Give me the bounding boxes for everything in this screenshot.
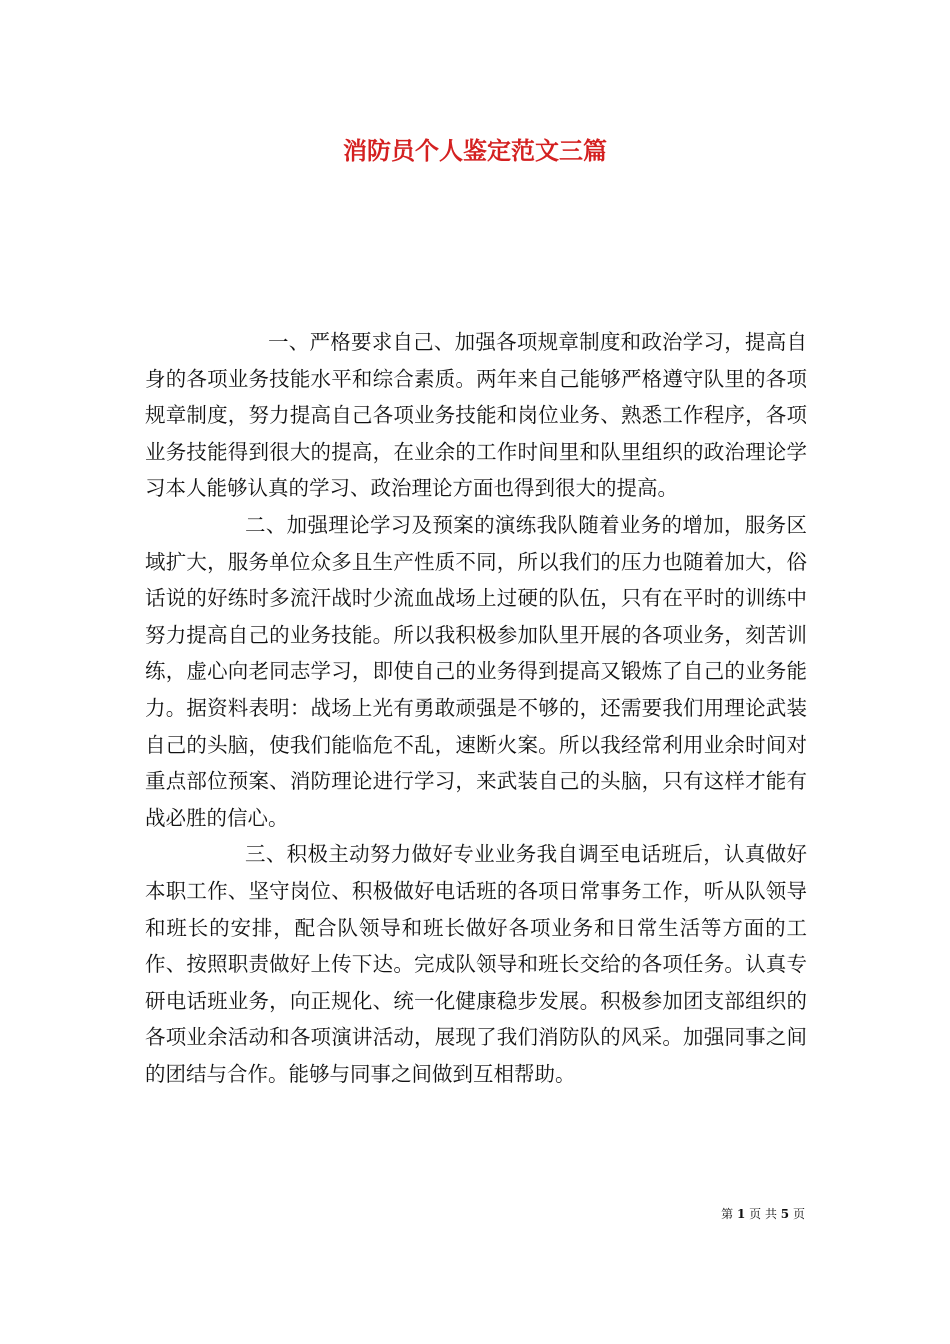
paragraph-1: 一、严格要求自己、加强各项规章制度和政治学习，提高自身的各项业务技能水平和综合素质。两年来自己能够严格遵守队里的各项规章制度，努力提高自己各项业务技能和岗位业务、熟悉工作程序，各项业务技能得到很大的提高，在业余的工作时间里和队里组织的政治理论学习本人能够认真的学习、政治理论方面也得到很大的提高。 <box>145 330 807 501</box>
document-title: 消防员个人鉴定范文三篇 <box>343 136 607 165</box>
footer-suffix: 页 <box>792 1207 805 1221</box>
footer-prefix: 第 <box>721 1207 734 1221</box>
document-body <box>145 324 807 1092</box>
page-number-footer <box>721 1206 805 1222</box>
total-pages-number: 5 <box>780 1207 790 1221</box>
footer-middle: 页 共 <box>749 1207 777 1221</box>
current-page-number: 1 <box>736 1207 746 1221</box>
paragraph-2: 二、加强理论学习及预案的演练我队随着业务的增加，服务区域扩大，服务单位众多且生产性质不同，所以我们的压力也随着加大，俗话说的好练时多流汗战时少流血战场上过硬的队伍，只有在平时的训练中努力提高自己的业务技能。所以我积极参加队里开展的各项业务，刻苦训练，虚心向老同志学习，即使自己的业务得到提高又锻炼了自己的业务能力。据资料表明：战场上光有勇敢顽强是不够的，还需要我们用理论武装自己的头脑，使我们能临危不乱，速断火案。所以我经常利用业余时间对重点部位预案、消防理论进行学习，来武装自己的头脑，只有这样才能有战必胜的信心。 <box>145 512 807 830</box>
paragraph-3: 三、积极主动努力做好专业业务我自调至电话班后，认真做好本职工作、坚守岗位、积极做好电话班的各项日常事务工作，听从队领导和班长的安排，配合队领导和班长做好各项业务和日常生活等方面的工作、按照职责做好上传下达。完成队领导和班长交给的各项任务。认真专研电话班业务，向正规化、统一化健康稳步发展。积极参加团支部组织的各项业余活动和各项演讲活动，展现了我们消防队的风采。加强同事之间的团结与合作。能够与同事之间做到互相帮助。 <box>145 842 807 1086</box>
